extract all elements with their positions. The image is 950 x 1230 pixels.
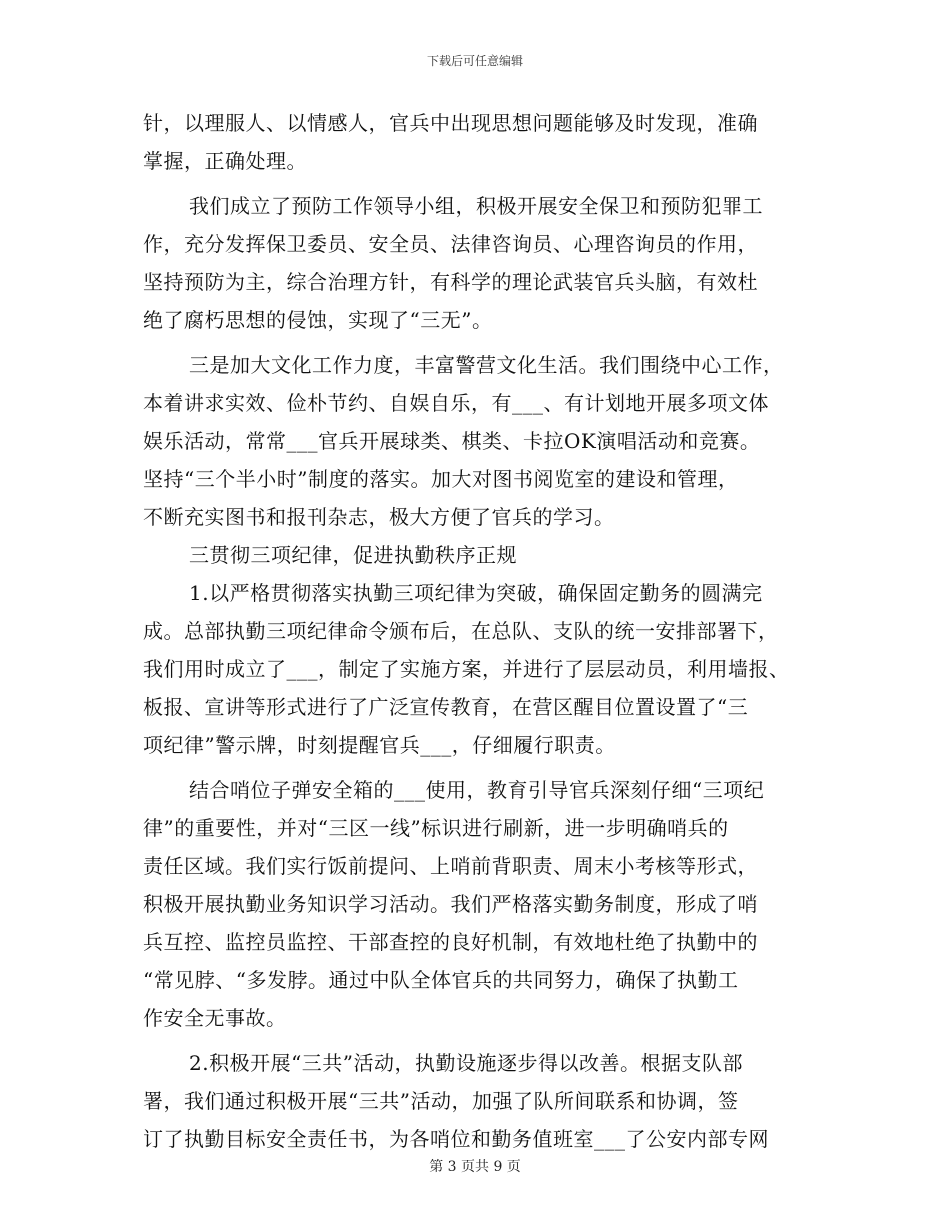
text-line: 律”的重要性，并对“三区一线”标识进行刷新，进一步明确哨兵的 <box>143 816 729 840</box>
text-line: 三贯彻三项纪律，促进执勤秩序正规 <box>189 543 517 567</box>
text-line: 2.积极开展“三共”活动，执勤设施逐步得以改善。根据支队部 <box>189 1051 744 1075</box>
text-line: 三是加大文化工作力度，丰富警营文化生活。我们围绕中心工作， <box>189 353 784 377</box>
text-line: 订了执勤目标安全责任书，为各哨位和勤务值班室___了公安内部专网 <box>143 1127 769 1151</box>
page-header: 下载后可任意编辑 <box>426 54 523 68</box>
text-line: 1.以严格贯彻落实执勤三项纪律为突破，确保固定勤务的圆满完 <box>189 581 763 605</box>
text-line: 作，充分发挥保卫委员、安全员、法律咨询员、心理咨询员的作用， <box>143 232 758 256</box>
text-line: 成。总部执勤三项纪律命令颁布后，在总队、支队的统一安排部署下， <box>143 619 779 643</box>
text-line: 结合哨位子弹安全箱的___使用，教育引导官兵深刻仔细“三项纪 <box>189 778 765 802</box>
text-line: 娱乐活动，常常___官兵开展球类、棋类、卡拉OK演唱活动和竞赛。 <box>143 429 761 453</box>
text-line: 坚持“三个半小时”制度的落实。加大对图书阅览室的建设和管理， <box>143 467 739 491</box>
text-line: 责任区域。我们实行饭前提问、上哨前背职责、周末小考核等形式， <box>143 854 758 878</box>
document-body <box>143 104 843 1158</box>
text-line: 积极开展执勤业务知识学习活动。我们严格落实勤务制度，形成了哨 <box>143 892 758 916</box>
text-line: “常见脖、“多发脖。通过中队全体官兵的共同努力，确保了执勤工 <box>143 968 739 992</box>
text-line: 署，我们通过积极开展“三共”活动，加强了队所间联系和协调，签 <box>143 1089 739 1113</box>
text-line: 本着讲求实效、俭朴节约、自娱自乐，有___、有计划地开展多项文体 <box>143 391 769 415</box>
text-line: 绝了腐朽思想的侵蚀，实现了“三无”。 <box>143 308 493 332</box>
text-line: 作安全无事故。 <box>143 1006 287 1030</box>
text-line: 掌握，正确处理。 <box>143 149 307 173</box>
text-line: 兵互控、监控员监控、干部查控的良好机制，有效地杜绝了执勤中的 <box>143 930 758 954</box>
text-line: 我们用时成立了___，制定了实施方案，并进行了层层动员，利用墙报、 <box>143 657 790 681</box>
text-line: 针，以理服人、以情感人，官兵中出现思想问题能够及时发现，准确 <box>143 111 758 135</box>
text-line: 不断充实图书和报刊杂志，极大方便了官兵的学习。 <box>143 505 615 529</box>
page-footer: 第 3 页共 9 页 <box>429 1159 521 1175</box>
text-line: 板报、宣讲等形式进行了广泛宣传教育，在营区醒目位置设置了“三 <box>143 695 749 719</box>
text-line: 坚持预防为主，综合治理方针，有科学的理论武装官兵头脑，有效杜 <box>143 270 758 294</box>
text-line: 项纪律”警示牌，时刻提醒官兵___，仔细履行职责。 <box>143 733 616 757</box>
text-line: 我们成立了预防工作领导小组，积极开展安全保卫和预防犯罪工 <box>189 194 763 218</box>
